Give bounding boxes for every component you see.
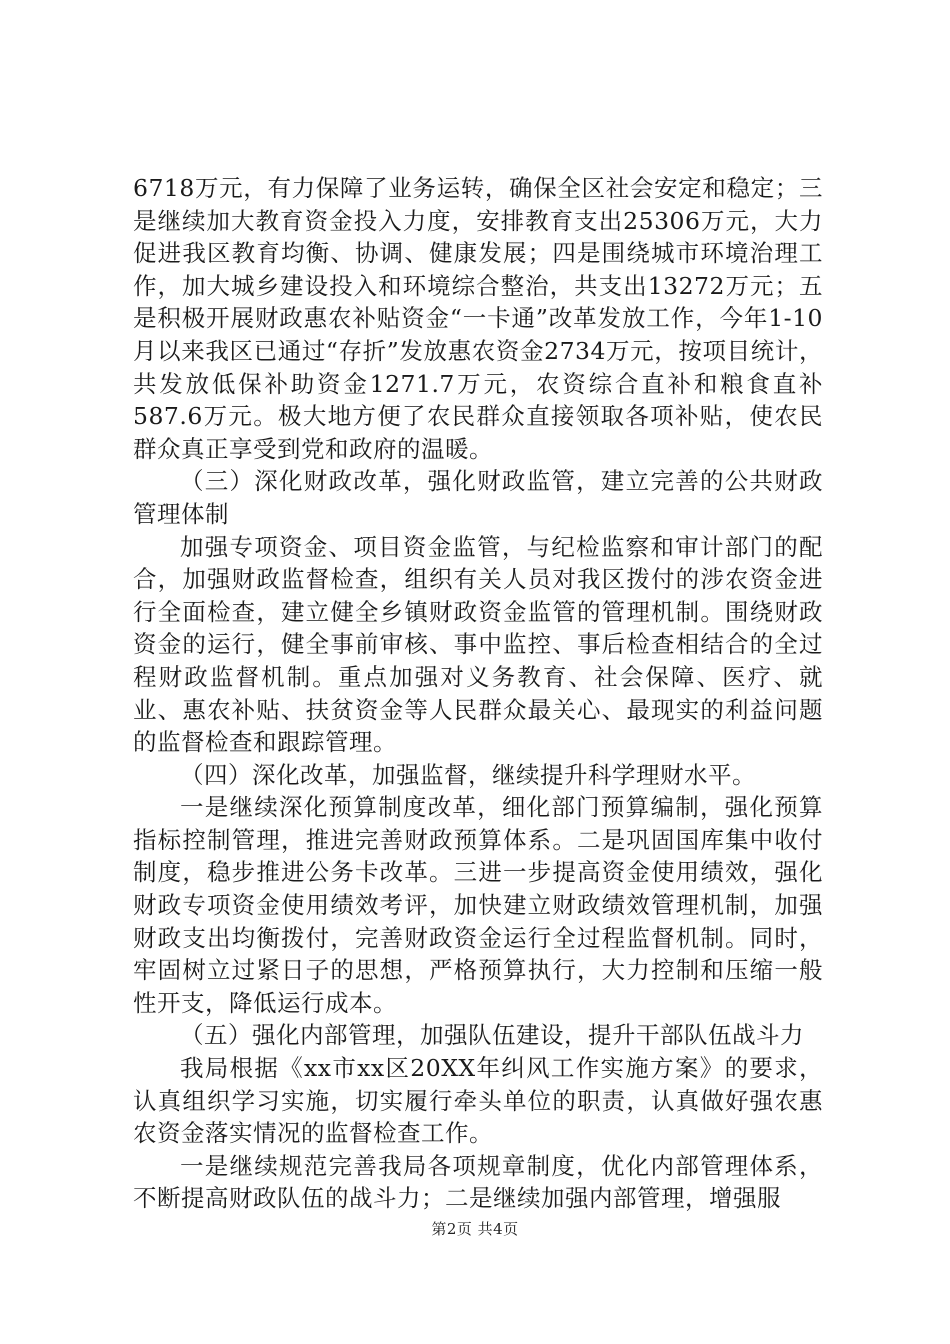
section-heading-5: （五）强化内部管理，加强队伍建设，提升干部队伍战斗力 — [180, 1021, 804, 1050]
document-body — [133, 172, 823, 1215]
section-heading-4: （四）深化改革，加强监督，继续提升科学理财水平。 — [180, 760, 756, 789]
paragraph-correction-plan: 我局根据《xx市xx区20XX年纠风工作实施方案》的要求，认真组织学习实施，切实履行牵头单位的职责，认真做好强农惠农资金落实情况的监督检查工作。 — [133, 1054, 823, 1148]
section-heading-3: （三）深化财政改革，强化财政监管，建立完善的公共财政管理体制 — [133, 467, 823, 528]
paragraph-budget-reform: 一是继续深化预算制度改革，细化部门预算编制，强化预算指标控制管理，推进完善财政预算体系。二是巩固国库集中收付制度，稳步推进公务卡改革。三进一步提高资金使用绩效，强化财政专项资金使用绩效考评，加快建立财政绩效管理机制，加强财政支出均衡拨付，完善财政资金运行全过程监督机制。同时，牢固树立过紧日子的思想，严格预算执行，大力控制和压缩一般性开支，降低运行成本。 — [133, 793, 823, 1017]
page-number-footer: 第2页 共4页 — [431, 1220, 519, 1238]
paragraph-fund-supervision: 加强专项资金、项目资金监管，与纪检监察和审计部门的配合，加强财政监督检查，组织有关人员对我区拨付的涉农资金进行全面检查，建立健全乡镇财政资金监管的管理机制。围绕财政资金的运行，健全事前审核、事中监控、事后检查相结合的全过程财政监督机制。重点加强对义务教育、社会保障、医疗、就业、惠农补贴、扶贫资金等人民群众最关心、最现实的利益问题的监督检查和跟踪管理。 — [133, 532, 823, 757]
paragraph-internal-management: 一是继续规范完善我局各项规章制度，优化内部管理体系，不断提高财政队伍的战斗力；二是继续加强内部管理，增强服 — [133, 1151, 823, 1213]
paragraph-continued-expenditures: 6718万元，有力保障了业务运转，确保全区社会安定和稳定；三是继续加大教育资金投入力度，安排教育支出25306万元，大力促进我区教育均衡、协调、健康发展；四是围绕城市环境治理工作，加大城乡建设投入和环境综合整治，共支出13272万元；五是积极开展财政惠农补贴资金“一卡通”改革发放工作，今年1-10月以来我区已通过“存折”发放惠农资金2734万元，按项目统计，共发放低保补助资金1271.7万元，农资综合直补和粮食直补587.6万元。极大地方便了农民群众直接领取各项补贴，使农民群众真正享受到党和政府的温暖。 — [133, 174, 823, 463]
